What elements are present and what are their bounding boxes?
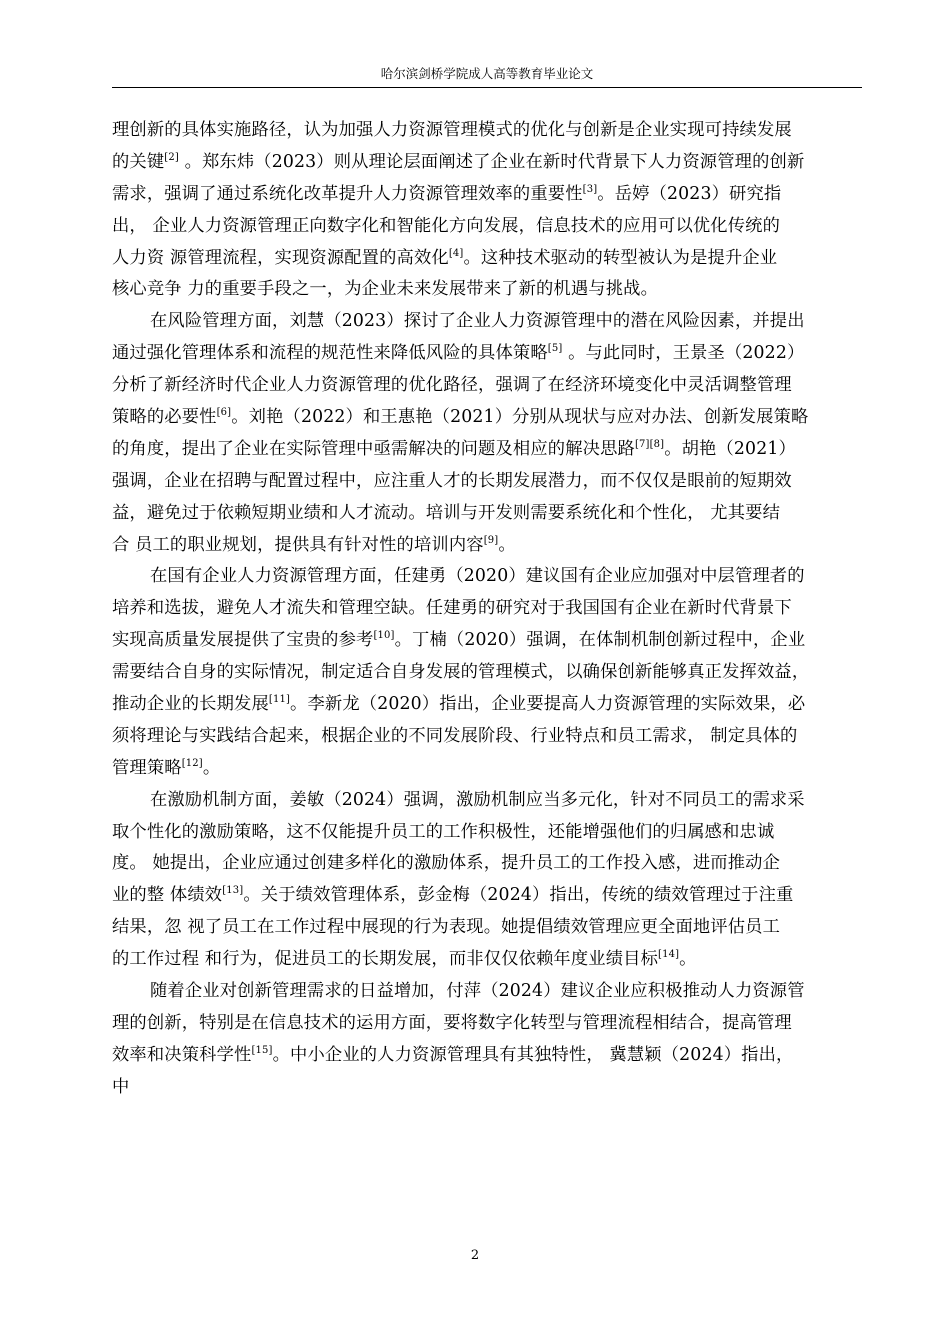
citation-superscript: [6] <box>216 407 232 419</box>
text-line <box>112 338 862 370</box>
text-line <box>112 243 862 275</box>
line-text-after-citation: 。岳婷（2023）研究指 <box>597 183 782 204</box>
page-number: 2 <box>470 1248 480 1263</box>
line-text: 出， 企业人力资源管理正向数字化和智能化方向发展，信息技术的应用可以优化传统的 <box>112 215 781 236</box>
citation-superscript: [11] <box>268 694 291 706</box>
text-line <box>112 274 862 306</box>
body-text <box>112 115 862 1104</box>
line-text: 推动企业的长期发展 <box>112 694 269 715</box>
text-line <box>112 1072 862 1104</box>
text-line <box>112 179 862 211</box>
line-text-after-citation: 。丁楠（2020）强调，在体制机制创新过程中，企业 <box>394 630 806 651</box>
citation-superscript: [15] <box>251 1044 273 1056</box>
text-line <box>112 370 862 402</box>
line-text: 结果，忽 视了员工在工作过程中展现的行为表现。她提倡绩效管理应更全面地评估员工 <box>112 917 781 938</box>
line-text-after-citation: 。刘艳（2022）和王惠艳（2021）分别从现状与应对办法、创新发展策略 <box>231 407 809 428</box>
line-text-after-citation: 。这种技术驱动的转型被认为是提升企业 <box>463 247 778 268</box>
citation-superscript: [9] <box>483 534 499 546</box>
line-text: 需求，强调了通过系统化改革提升人力资源管理效率的重要性 <box>112 183 583 204</box>
text-line <box>112 785 862 817</box>
line-text: 在激励机制方面，姜敏（2024）强调，激励机制应当多元化，针对不同员工的需求采 <box>150 789 805 810</box>
text-line <box>112 402 862 434</box>
text-line <box>112 944 862 976</box>
text-line <box>112 848 862 880</box>
line-text-after-citation: 。郑东炜（2023）则从理论层面阐述了企业在新时代背景下人力资源管理的创新 <box>178 151 805 172</box>
citation-superscript: [2] <box>164 151 179 163</box>
line-text: 随着企业对创新管理需求的日益增加，付萍（2024）建议企业应积极推动人力资源管 <box>150 981 805 1002</box>
line-text: 理创新的具体实施路径，认为加强人力资源管理模式的优化与创新是企业实现可持续发展 <box>112 120 792 140</box>
line-text: 度。 她提出，企业应通过创建多样化的激励体系，提升员工的工作投入感，进而推动企 <box>112 853 781 874</box>
line-text: 核心竞争 力的重要手段之一，为企业未来发展带来了新的机遇与挑战。 <box>112 279 659 300</box>
line-text: 策略的必要性 <box>112 407 217 428</box>
line-text-after-citation: 。 <box>202 757 221 778</box>
text-line <box>112 593 862 625</box>
line-text: 的工作过程 和行为，促进员工的长期发展，而非仅仅依赖年度业绩目标 <box>112 949 659 970</box>
line-text-after-citation: 。 <box>679 949 697 970</box>
line-text-after-citation: 。与此同时，王景圣（2022） <box>562 343 805 364</box>
text-line <box>112 721 862 753</box>
line-text: 强调，企业在招聘与配置过程中，应注重人才的长期发展潜力，而不仅仅是眼前的短期效 <box>112 470 792 491</box>
citation-superscript: [3] <box>582 183 598 195</box>
header-rule <box>112 87 862 88</box>
text-line <box>112 115 862 147</box>
text-line <box>112 625 862 657</box>
citation-superscript: [7][8] <box>634 438 665 450</box>
text-line <box>112 466 862 498</box>
citation-superscript: [13] <box>222 885 244 897</box>
line-text-after-citation: 。胡艳（2021） <box>664 438 796 459</box>
citation-superscript: [14] <box>658 949 680 961</box>
text-line <box>112 498 862 530</box>
citation-superscript: [10] <box>373 630 395 642</box>
text-line <box>112 434 862 466</box>
text-line <box>112 1040 862 1072</box>
line-text: 理的创新，特别是在信息技术的运用方面，要将数字化转型与管理流程相结合，提高管理 <box>112 1012 792 1033</box>
text-line <box>112 817 862 849</box>
line-text: 通过强化管理体系和流程的规范性来降低风险的具体策略 <box>112 343 548 364</box>
citation-superscript: [4] <box>448 247 464 259</box>
text-line <box>112 530 862 562</box>
line-text: 须将理论与实践结合起来，根据企业的不同发展阶段、行业特点和员工需求， 制定具体的 <box>112 725 798 746</box>
text-line <box>112 306 862 338</box>
text-line <box>112 657 862 689</box>
text-line <box>112 147 862 179</box>
text-line <box>112 753 862 785</box>
line-text: 取个性化的激励策略，这不仅能提升员工的工作积极性，还能增强他们的归属感和忠诚 <box>112 821 775 842</box>
line-text: 中 <box>112 1076 130 1097</box>
line-text-after-citation: 。关于绩效管理体系，彭金梅（2024）指出，传统的绩效管理过于注重 <box>243 885 794 906</box>
text-line <box>112 912 862 944</box>
line-text: 人力资 源管理流程，实现资源配置的高效化 <box>112 247 449 268</box>
line-text: 需要结合自身的实际情况，制定适合自身发展的管理模式，以确保创新能够真正发挥效益， <box>112 662 810 683</box>
citation-superscript: [12] <box>181 757 203 769</box>
line-text: 管理策略 <box>112 757 182 778</box>
text-line <box>112 1008 862 1040</box>
text-line <box>112 880 862 912</box>
line-text: 益，避免过于依赖短期业绩和人才流动。培训与开发则需要系统化和个性化， 尤其要结 <box>112 502 781 523</box>
line-text: 培养和选拔，避免人才流失和管理空缺。任建勇的研究对于我国国有企业在新时代背景下 <box>112 598 792 619</box>
line-text: 实现高质量发展提供了宝贵的参考 <box>112 630 374 651</box>
citation-superscript: [5] <box>547 343 563 355</box>
text-line <box>112 561 862 593</box>
line-text-after-citation: 。李新龙（2020）指出，企业要提高人力资源管理的实际效果，必 <box>290 694 806 715</box>
line-text: 分析了新经济时代企业人力资源管理的优化路径，强调了在经济环境变化中灵活调整管理 <box>112 375 792 396</box>
line-text: 合 员工的职业规划，提供具有针对性的培训内容 <box>112 534 484 555</box>
line-text: 在国有企业人力资源管理方面，任建勇（2020）建议国有企业应加强对中层管理者的 <box>150 566 805 587</box>
line-text-after-citation: 。中小企业的人力资源管理具有其独特性， 冀慧颖（2024）指出， <box>272 1044 794 1065</box>
line-text: 的角度，提出了企业在实际管理中亟需解决的问题及相应的解决思路 <box>112 438 635 459</box>
line-text: 在风险管理方面，刘慧（2023）探讨了企业人力资源管理中的潜在风险因素，并提出 <box>150 311 805 332</box>
line-text-after-citation: 。 <box>498 534 516 555</box>
running-header: 哈尔滨剑桥学院成人高等教育毕业论文 <box>380 66 594 81</box>
line-text: 的关键 <box>112 151 165 172</box>
line-text: 效率和决策科学性 <box>112 1044 252 1065</box>
text-line <box>112 689 862 721</box>
line-text: 业的整 体绩效 <box>112 885 223 906</box>
text-line <box>112 211 862 243</box>
text-line <box>112 976 862 1008</box>
